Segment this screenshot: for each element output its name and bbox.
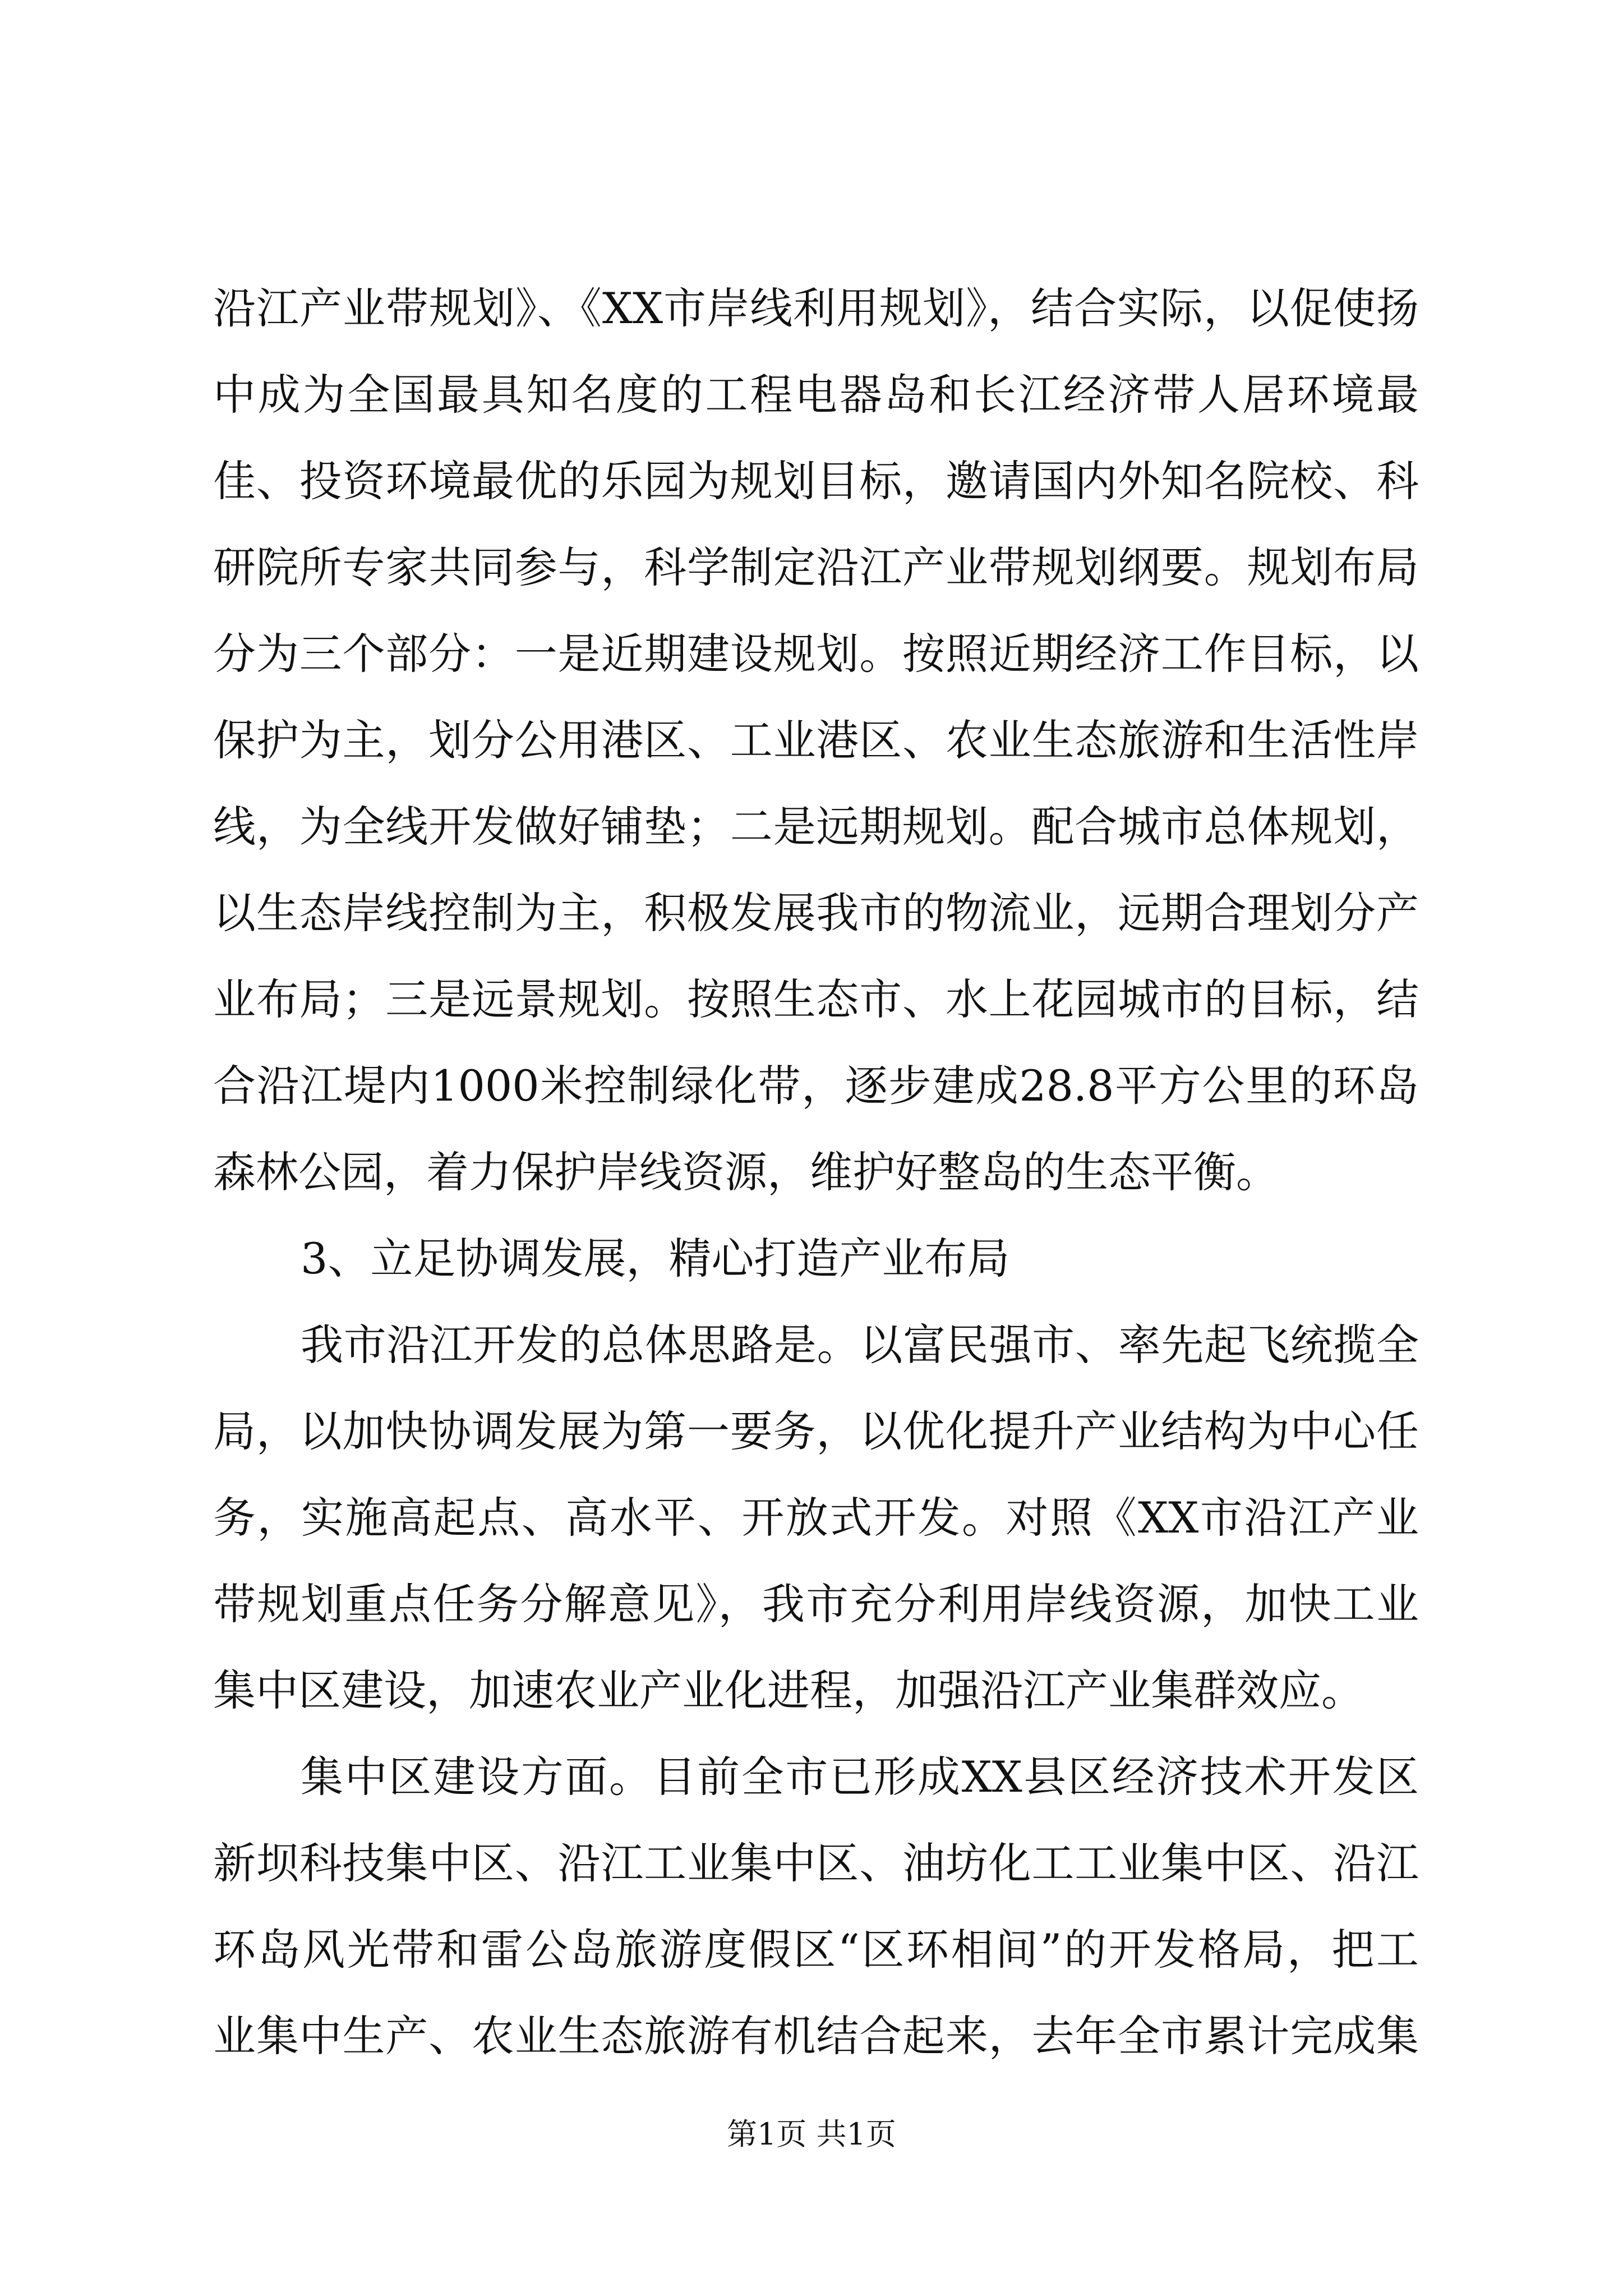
- text-line: 局，以加快协调发展为第一要务，以优化提升产业结构为中心任: [213, 1406, 1419, 1456]
- text-line: 线，为全线开发做好铺垫；二是远期规划。配合城市总体规划，: [213, 802, 1419, 852]
- text-line: 业集中生产、农业生态旅游有机结合起来，去年全市累计完成集: [213, 2011, 1419, 2061]
- text-line: 带规划重点任务分解意见》，我市充分利用岸线资源，加快工业: [213, 1579, 1419, 1629]
- paragraph-first-line: 我市沿江开发的总体思路是。以富民强市、率先起飞统揽全: [301, 1320, 1419, 1370]
- text-line: 务，实施高起点、高水平、开放式开发。对照《XX市沿江产业: [213, 1493, 1419, 1543]
- text-line: 业布局；三是远景规划。按照生态市、水上花园城市的目标，结: [213, 974, 1419, 1024]
- text-line: 环岛风光带和雷公岛旅游度假区“区环相间”的开发格局，把工: [213, 1925, 1419, 1975]
- section-heading: 3、立足协调发展，精心打造产业布局: [301, 1234, 1010, 1283]
- text-line: 中成为全国最具知名度的工程电器岛和长江经济带人居环境最: [213, 370, 1419, 420]
- paragraph-end-line: 集中区建设，加速农业产业化进程，加强沿江产业集群效应。: [213, 1665, 1364, 1715]
- text-line: 研院所专家共同参与，科学制定沿江产业带规划纲要。规划布局: [213, 542, 1419, 592]
- page-number-footer: 第1页 共1页: [727, 2116, 896, 2152]
- text-line: 佳、投资环境最优的乐园为规划目标，邀请国内外知名院校、科: [213, 456, 1419, 506]
- text-line: 保护为主，划分公用港区、工业港区、农业生态旅游和生活性岸: [213, 715, 1419, 765]
- text-line: 合沿江堤内1000米控制绿化带，逐步建成28.8平方公里的环岛: [213, 1061, 1419, 1111]
- text-line: 沿江产业带规划》、《XX市岸线利用规划》，结合实际，以促使扬: [213, 283, 1419, 333]
- paragraph-first-line: 集中区建设方面。目前全市已形成XX县区经济技术开发区: [301, 1752, 1419, 1802]
- text-line: 以生态岸线控制为主，积极发展我市的物流业，远期合理划分产: [213, 888, 1419, 938]
- paragraph-end-line: 森林公园，着力保护岸线资源，维护好整岛的生态平衡。: [213, 1147, 1279, 1197]
- text-line: 分为三个部分：一是近期建设规划。按照近期经济工作目标，以: [213, 629, 1419, 679]
- text-line: 新坝科技集中区、沿江工业集中区、油坊化工工业集中区、沿江: [213, 1838, 1419, 1888]
